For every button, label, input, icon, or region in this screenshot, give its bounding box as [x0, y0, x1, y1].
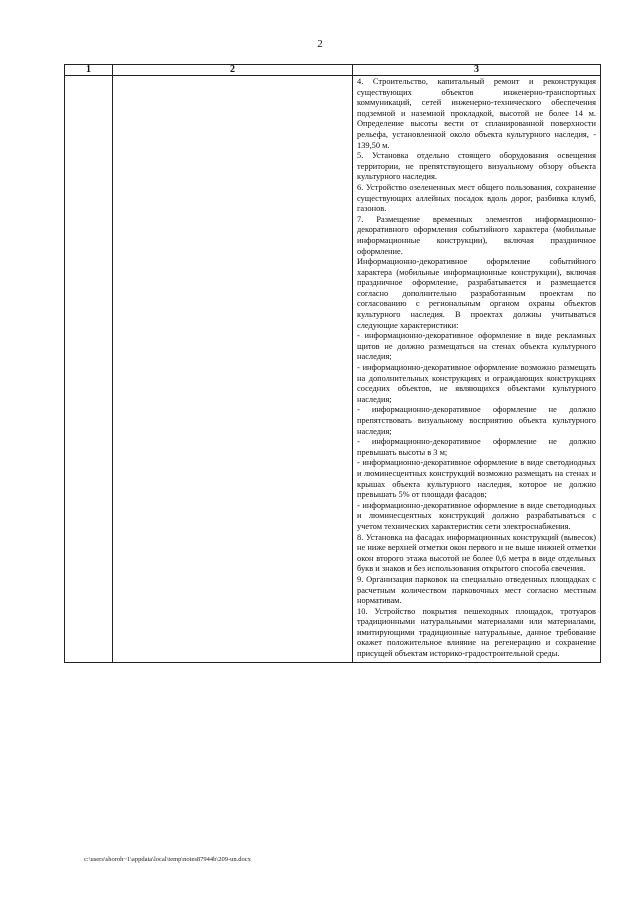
- cell-column-1: [65, 76, 113, 663]
- paragraph-item-4: 4. Строительство, капитальный ремонт и реконструкция существующих объектов инженерно-транспортных коммуникаций, сетей инженерно-технического обеспечения подземной и наземной прокладкой, высотой не более 14 м. Определение высоты вести от спланированной поверхности рельефа, установленной около объекта культурного наследия, - 139,50 м.: [357, 77, 596, 150]
- bullet-item: - информационно-декоративное оформление возможно размещать на дополнительных конструкциях и ограждающих конструкциях соседних объектов, не являющихся объектами культурного наследия;: [357, 363, 596, 404]
- paragraph-item-9: 9. Организация парковок на специально отведенных площадках с расчетным количеством парковочных мест согласно местным нормативам.: [357, 574, 596, 606]
- table-row: [65, 76, 601, 663]
- paragraph-item-5: 5. Установка отдельно стоящего оборудования освещения территории, не препятствующего визуальному обзору объекта культурного наследия.: [357, 151, 596, 182]
- requirements-table: [64, 64, 601, 663]
- paragraph-item-8: 8. Установка на фасадах информационных конструкций (вывесок) не ниже верхней отметки окон первого и не выше нижней отметки окон второго этажа высотой не более 0,6 метра в виде отдельных букв и знаков и без использования открытого способа свечения.: [357, 532, 596, 574]
- bullet-item: - информационно-декоративное оформление не должно препятствовать визуальному восприятию объекта культурного наследия;: [357, 405, 596, 436]
- column-header-2: 2: [113, 65, 353, 76]
- paragraph-decor-intro: Информационно-декоративное оформление событийного характера (мобильные информационные конструкции), включая праздничное оформление, разрабатывается и размещается согласно дополнительно разработанным проектам по согласованию с региональным органом охраны объектов культурного наследия. В проектах должны учитываться следующие характеристики:: [357, 257, 596, 330]
- paragraph-item-10: 10. Устройство покрытия пешеходных площадок, тротуаров традиционными натуральными материалами или материалами, имитирующими традиционные натуральные, данное требование окажет положительное влияние на регенерацию и сохранение присущей объектам историко-градостроительной среды.: [357, 606, 596, 659]
- table-header-row: [65, 65, 601, 76]
- column-header-1: 1: [65, 65, 113, 76]
- cell-column-3: [353, 76, 601, 663]
- bullet-item: - информационно-декоративное оформление не должно превышать высоты в 3 м;: [357, 437, 596, 457]
- bullet-item: - информационно-декоративное оформление в виде светодиодных и люминесцентных конструкций должно разрабатываться с учетом технических характеристик сети электроснабжения.: [357, 500, 596, 531]
- footer-file-path: c:\users\shoroh~1\appdata\local\temp\notes87944b\209-un.docx: [84, 856, 251, 863]
- bullet-item: - информационно-декоративное оформление в виде рекламных щитов не должно размещаться на стенах объекта культурного наследия;: [357, 331, 596, 362]
- column-header-3: 3: [353, 65, 601, 76]
- paragraph-item-6: 6. Устройство озелененных мест общего пользования, сохранение существующих аллейных посадок вдоль дорог, разбивка клумб, газонов.: [357, 182, 596, 214]
- bullet-item: - информационно-декоративное оформление в виде светодиодных и люминесцентных конструкций возможно размещать на стенах и крышах объекта культурного наследия, которое не должно превышать 5% от площади фасадов;: [357, 458, 596, 500]
- cell-column-2: [113, 76, 353, 663]
- paragraph-item-7: 7. Размещение временных элементов информационно-декоративного оформления событийного характера (мобильные информационные конструкции), включая праздничное оформление.: [357, 214, 596, 256]
- page-number: 2: [317, 38, 323, 50]
